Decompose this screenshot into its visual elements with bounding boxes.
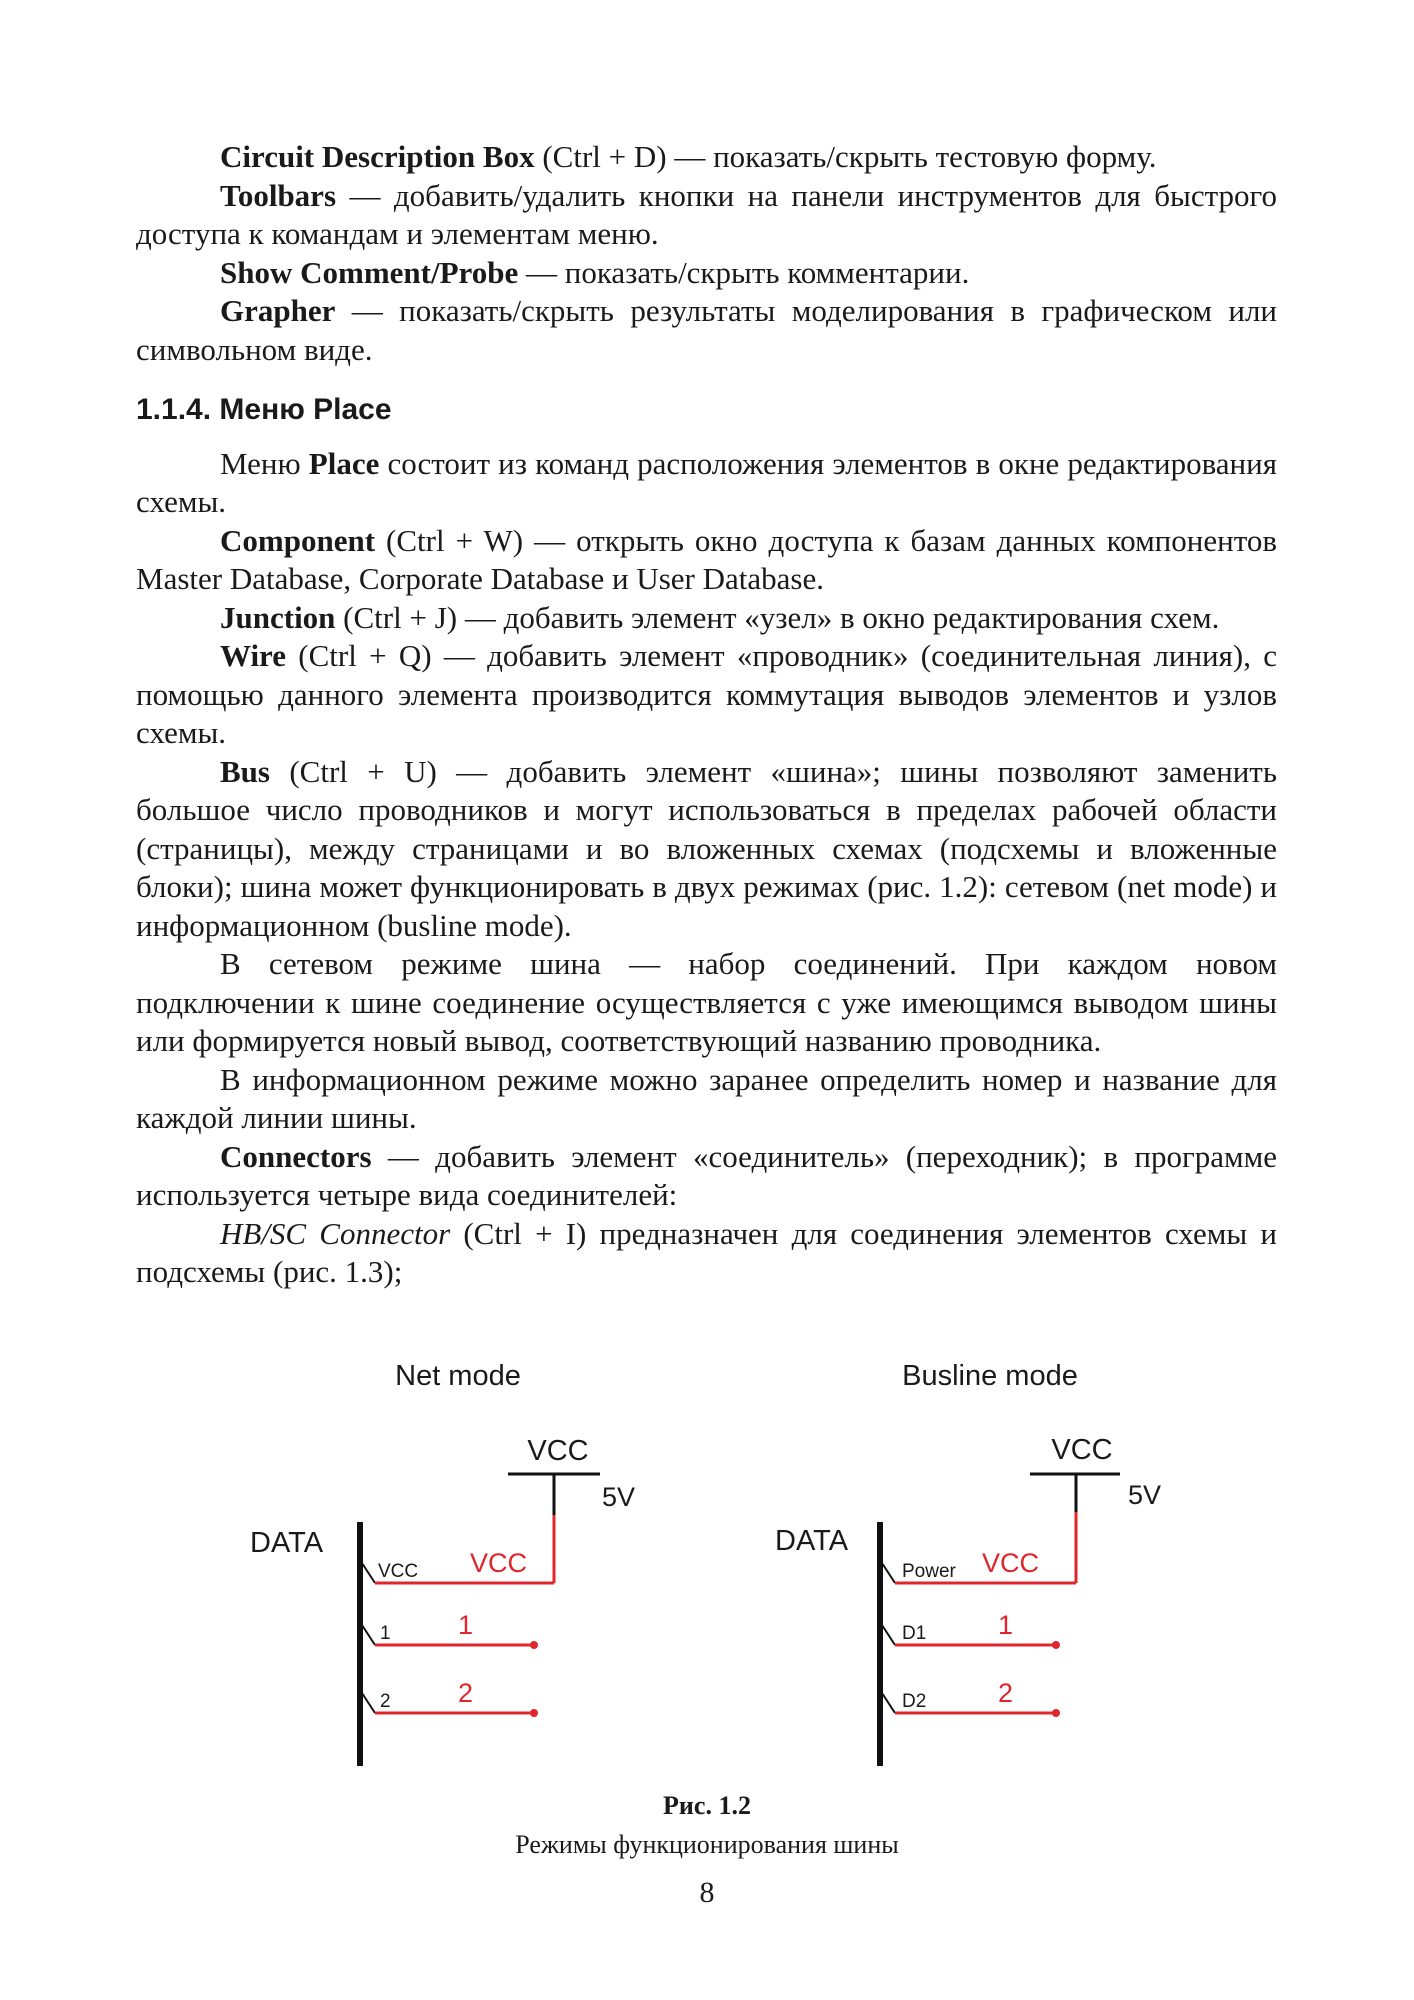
- busline-mode-5v: 5V: [1128, 1480, 1162, 1510]
- term: Connectors: [220, 1138, 372, 1174]
- net-mode-diagram: [250, 1360, 635, 1766]
- term: Circuit Description Box: [220, 139, 535, 174]
- term: Bus: [220, 753, 270, 789]
- net-mode-pin-1: 1: [380, 1623, 391, 1644]
- paragraph-net-mode: В сетевом режиме шина — набор соединений. При каждом новом подключении к шине соединение осуществляется с уже имеющимся выводом шины или формируется новый вывод, соответствующий названию проводника.: [136, 946, 1277, 1058]
- paragraph-hbsc: HB/SC Connector (Ctrl + I) предназначен для соединения элементов схемы и подсхемы (рис. 1.3);: [136, 1215, 1277, 1289]
- busline-mode-wire-vcc: VCC: [982, 1548, 1040, 1578]
- paragraph-wire: Wire (Ctrl + Q) — добавить элемент «проводник» (соединительная линия), с помощью данного элемента производится коммутация выводов элементов и узлов схемы.: [136, 638, 1277, 750]
- net-mode-title: Net mode: [395, 1360, 521, 1392]
- paragraph-grapher: Grapher — показать/скрыть результаты моделирования в графическом или символьном виде.: [136, 293, 1277, 367]
- net-mode-vcc-top: VCC: [527, 1435, 589, 1467]
- net-mode-wire-end: [530, 1709, 538, 1717]
- term: Wire: [220, 638, 287, 673]
- net-mode-pin-vcc: VCC: [378, 1561, 419, 1582]
- net-mode-wire-end: [530, 1641, 538, 1649]
- busline-mode-wire-1: 1: [998, 1610, 1014, 1640]
- bus-modes-figure: [0, 1355, 1414, 1795]
- figure-caption-text: Режимы функционирования шины: [515, 1830, 899, 1859]
- net-mode-wire-1: 1: [458, 1610, 474, 1640]
- term: Toolbars: [220, 177, 337, 213]
- term: Show Comment/Probe: [220, 254, 519, 290]
- net-mode-wire-vcc: VCC: [470, 1548, 528, 1578]
- busline-mode-wire-end: [1052, 1641, 1060, 1649]
- busline-mode-pin-power: Power: [902, 1561, 956, 1582]
- paragraph-toolbars: Toolbars — добавить/удалить кнопки на панели инструментов для быстрого доступа к командам и элементам меню.: [136, 177, 1277, 251]
- paragraph-component: Component (Ctrl + W) — открыть окно доступа к базам данных компонентов Master Database, Corporate Database и User Database.: [136, 522, 1277, 596]
- section-heading: 1.1.4. Меню Place: [136, 393, 392, 426]
- net-mode-bus-label: DATA: [250, 1527, 324, 1559]
- paragraph-busline-mode: В информационном режиме можно заранее определить номер и название для каждой линии шины.: [136, 1061, 1277, 1135]
- busline-mode-pin-d2: D2: [902, 1691, 927, 1712]
- busline-mode-vcc-top: VCC: [1051, 1434, 1113, 1466]
- paragraph-circuit-description: Circuit Description Box (Ctrl + D) — показать/скрыть тестовую форму.: [220, 139, 1157, 174]
- term: Component: [220, 522, 376, 558]
- term: Place: [308, 445, 380, 481]
- term: Grapher: [220, 293, 336, 328]
- net-mode-pin-2: 2: [380, 1691, 391, 1712]
- paragraph-junction: Junction (Ctrl + J) — добавить элемент «узел» в окно редактирования схем.: [220, 599, 1220, 635]
- paragraph-connectors: Connectors — добавить элемент «соединитель» (переходник); в программе используется четыре вида соединителей:: [136, 1138, 1277, 1212]
- busline-mode-pin-d1: D1: [902, 1623, 927, 1644]
- net-mode-wire-2: 2: [458, 1678, 474, 1708]
- page-body: [136, 138, 1277, 1292]
- busline-mode-title: Busline mode: [902, 1360, 1078, 1392]
- paragraph-show-comment: Show Comment/Probe — показать/скрыть комментарии.: [220, 254, 970, 290]
- busline-mode-bus-label: DATA: [775, 1525, 849, 1557]
- net-mode-5v: 5V: [602, 1482, 636, 1512]
- figure-caption-title: Рис. 1.2: [663, 1791, 751, 1820]
- paragraph-place-intro: Меню Place состоит из команд расположения элементов в окне редактирования схемы.: [136, 445, 1277, 519]
- page-number: 8: [699, 1876, 715, 1909]
- paragraph-bus: Bus (Ctrl + U) — добавить элемент «шина»; шины позволяют заменить большое число проводников и могут использоваться в пределах рабочей области (страницы), между страницами и во вложенных схемах (подсхемы и вложенные блоки); шина может функционировать в двух режимах (рис. 1.2): сетевом (net mode) и информационном (busline mode).: [136, 753, 1277, 943]
- busline-mode-wire-2: 2: [998, 1678, 1014, 1708]
- busline-mode-diagram: [775, 1360, 1161, 1766]
- term: HB/SC Connector: [220, 1215, 451, 1251]
- term: Junction: [220, 599, 336, 635]
- busline-mode-wire-end: [1052, 1709, 1060, 1717]
